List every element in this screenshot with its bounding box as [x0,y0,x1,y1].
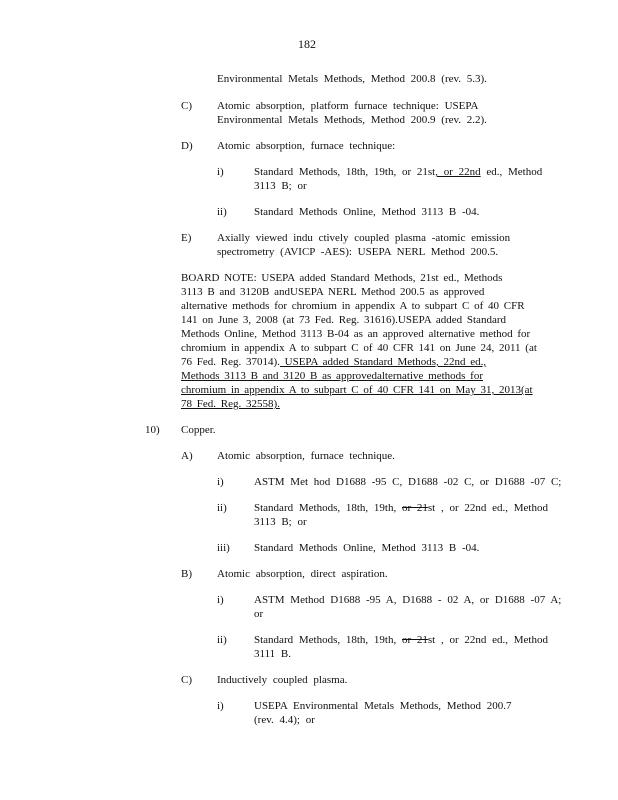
board-note-line5: Methods Online, Method 3113 B-04 as an approved alternative method for [181,328,531,340]
item-d-ii-label: ii) [217,206,227,218]
copper-b-ii-line1 [254,633,548,647]
item-c-line2: Environmental Metals Methods, Method 200.9 (rev. 2.2). [217,114,487,126]
copper-c-text: Inductively coupled plasma. [217,674,348,686]
item-d-i-insert: , or 22nd [435,166,481,178]
continuation-line: Environmental Metals Methods, Method 200.8 (rev. 5.3). [217,73,487,85]
item-d-ii-line1: Standard Methods Online, Method 3113 B -04. [254,206,480,218]
copper-a-i-label: i) [217,476,224,488]
item-d-line1: Atomic absorption, furnace technique: [217,140,396,152]
item-e-line1: Axially viewed indu ctively coupled plasma -atomic emission [217,232,511,244]
copper-a-ii-line2: 3113 B; or [254,516,307,528]
copper-b-label: B) [181,568,192,580]
copper-a-ii-text-a: Standard Methods, 18th, 19th, [254,502,402,514]
item-e-label: E) [181,232,192,244]
copper-a-label: A) [181,450,193,462]
copper-c-i-line2: (rev. 4.4); or [254,714,315,726]
board-note-insert-start: USEPA added Standard Methods, 22nd ed., [279,356,487,368]
copper-b-ii-strike: or 21 [401,634,428,646]
item-e-line2: spectrometry (AVICP -AES): USEPA NERL Method 200.5. [217,246,499,258]
copper-c-i-label: i) [217,700,224,712]
copper-b-ii-line2: 3111 B. [254,648,292,660]
copper-b-i-label: i) [217,594,224,606]
copper-b-text: Atomic absorption, direct aspiration. [217,568,388,580]
copper-b-ii-text-a: Standard Methods, 18th, 19th, [254,634,402,646]
copper-a-ii-text-b: st , or 22nd ed., Method [427,502,548,514]
item-d-i-text-a: Standard Methods, 18th, 19th, or 21st [254,166,436,178]
copper-a-iii-text: Standard Methods Online, Method 3113 B -04. [254,542,480,554]
board-note-line10: 78 Fed. Reg. 32558). [181,398,280,410]
copper-a-iii-label: iii) [217,542,230,554]
board-note-line6: chromium in appendix A to subpart C of 40 CFR 141 on June 24, 2011 (at [181,342,537,354]
copper-a-ii-strike: or 21 [401,502,428,514]
copper-a-ii-line1 [254,501,548,515]
copper-b-i-line2: or [254,608,264,620]
copper-b-ii-label: ii) [217,634,227,646]
copper-b-i-line1: ASTM Method D1688 -95 A, D1688 - 02 A, or D1688 -07 A; [254,594,562,606]
board-note-line7-a: 76 Fed. Reg. 37014). [181,356,280,368]
copper-c-i-line1: USEPA Environmental Metals Methods, Method 200.7 [254,700,512,712]
board-note-line2: 3113 B and 3120B andUSEPA NERL Method 200.5 as approved [181,286,485,298]
item-d-i-text-c: ed., Method [480,166,543,178]
item-d-i-label: i) [217,166,224,178]
board-note-line8: Methods 3113 B and 3120 B as approvedalternative methods for [181,370,484,382]
item-10-title: Copper. [181,424,216,436]
board-note-line7 [181,355,486,369]
item-d-i-line1 [254,165,542,179]
item-d-i-line2: 3113 B; or [254,180,307,192]
page-number: 182 [298,37,316,51]
copper-a-ii-label: ii) [217,502,227,514]
copper-c-label: C) [181,674,192,686]
item-10-label: 10) [145,424,160,436]
board-note-line1: BOARD NOTE: USEPA added Standard Methods, 21st ed., Methods [181,272,503,284]
item-d-label: D) [181,140,193,152]
copper-a-text: Atomic absorption, furnace technique. [217,450,395,462]
item-c-label: C) [181,100,192,112]
item-c-line1: Atomic absorption, platform furnace technique: USEPA [217,100,479,112]
copper-a-i-text: ASTM Met hod D1688 -95 C, D1688 -02 C, or D1688 -07 C; [254,476,562,488]
copper-b-ii-text-b: st , or 22nd ed., Method [427,634,548,646]
board-note-line4: 141 on June 3, 2008 (at 73 Fed. Reg. 31616).USEPA added Standard [181,314,506,326]
board-note-line9: chromium in appendix A to subpart C of 40 CFR 141 on May 31, 2013(at [181,384,533,396]
board-note-line3: alternative methods for chromium in appendix A to subpart C of 40 CFR [181,300,525,312]
